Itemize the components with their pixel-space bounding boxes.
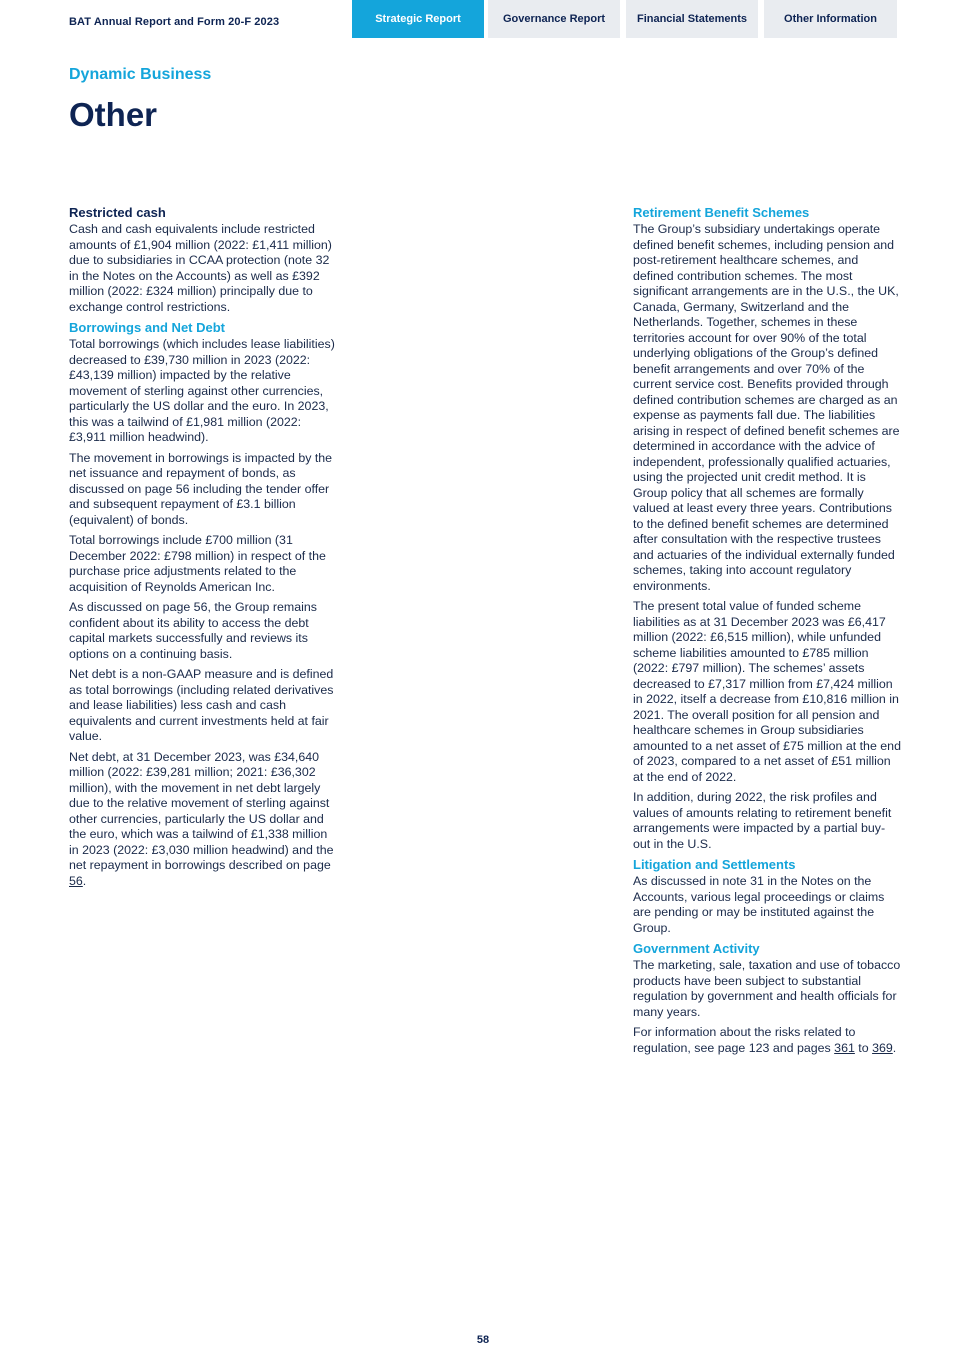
borrowings-text-1: Total borrowings (which includes lease liabilities) decreased to £39,730 million in 2023 (2022: £43,139 million) impacted by the relative movement of sterling against other currencies, particularly the US dollar and the euro. In 2023, this was a tailwind of £1,981 million (2022: £3,911 million headwind). <box>69 337 335 444</box>
left-column <box>69 205 335 894</box>
government-text-2-body: For information about the risks related to regulation, see page 123 and pages <box>633 1025 856 1055</box>
page-link-361[interactable]: 361 <box>834 1040 855 1055</box>
page-number: 58 <box>476 1334 490 1346</box>
section-label: Dynamic Business <box>69 66 212 83</box>
page-link-369[interactable]: 369 <box>872 1040 893 1055</box>
government-text-2-mid: to <box>854 1040 873 1055</box>
litigation-heading: Litigation and Settlements <box>633 857 796 872</box>
government-text-2-end: . <box>892 1040 897 1055</box>
report-title: BAT Annual Report and Form 20-F 2023 <box>69 16 280 28</box>
right-column <box>633 205 901 1061</box>
tab-financial-statements[interactable]: Financial Statements <box>626 0 758 38</box>
government-heading: Government Activity <box>633 941 760 956</box>
page-title: Other <box>69 96 158 133</box>
retirement-heading: Retirement Benefit Schemes <box>633 205 810 220</box>
borrowings-text-3: Total borrowings include £700 million (31 December 2022: £798 million) in respect of the purchase price adjustments related to the acquisition of Reynolds American Inc. <box>69 533 326 594</box>
page-link-56[interactable]: 56 <box>69 873 83 888</box>
tab-strategic-report[interactable]: Strategic Report <box>352 0 484 38</box>
tab-governance-report[interactable]: Governance Report <box>488 0 620 38</box>
net-debt-text-end: . <box>82 873 87 888</box>
section-nav <box>352 0 897 38</box>
tab-other-information[interactable]: Other Information <box>764 0 897 38</box>
net-debt-definition: Net debt is a non-GAAP measure and is defined as total borrowings (including related derivatives and lease liabilities) less cash and cash equivalents and current investments held at fair value. <box>69 667 334 743</box>
retirement-text-1: The Group’s subsidiary undertakings operate defined benefit schemes, including pension and post-retirement healthcare schemes, and defined contribution schemes. The most significant arrangements are in the U.S., the UK, Canada, Germany, Switzerland and the Netherlands. Together, schemes in these territories account for over 90% of the total underlying obligations of the Group’s defined benefit arrangements and over 70% of the current service cost. Benefits provided through defined contribution schemes are charged as an expense as payments fall due. The liabilities arising in respect of defined benefit schemes are determined in accordance with the advice of independent, professionally qualified actuaries, using the projected unit credit method. It is Group policy that all schemes are formally valued at least every three years. Contributions to the defined benefit schemes are determined after consultation with the respective trustees and actuaries of the individual externally funded schemes, taking into account regulatory environments. <box>633 222 900 593</box>
litigation-text: As discussed in note 31 in the Notes on the Accounts, various legal proceedings or claims are pending or may be instituted against the Group. <box>633 874 885 935</box>
restricted-cash-heading: Restricted cash <box>69 205 166 220</box>
net-debt-text-body: Net debt, at 31 December 2023, was £34,640 million (2022: £39,281 million; 2021: £36,302 million), with the movement in net debt largely due to the relative movement of sterling against other currencies, particularly the US dollar and the euro, which was a tailwind of £1,338 million in 2023 (2022: £3,030 million headwind) and the net repayment in borrowings described on page <box>69 749 334 872</box>
borrowings-heading: Borrowings and Net Debt <box>69 320 226 335</box>
restricted-cash-text: Cash and cash equivalents include restricted amounts of £1,904 million (2022: £1,411 million) due to subsidiaries in CCAA protection (note 32 in the Notes on the Accounts) as well as £392 million (2022: £324 million) principally due to exchange control restrictions. <box>69 222 332 314</box>
retirement-text-3: In addition, during 2022, the risk profiles and values of amounts relating to retirement benefit arrangements were impacted by a partial buy-out in the U.S. <box>633 790 892 851</box>
borrowings-text-2: The movement in borrowings is impacted by the net issuance and repayment of bonds, as discussed on page 56 including the tender offer and subsequent repayment of £3.1 billion (equivalent) of bonds. <box>69 450 333 527</box>
retirement-text-2: The present total value of funded scheme liabilities as at 31 December 2023 was £6,417 million (2022: £6,515 million), while unfunded scheme liabilities amounted to £785 million (2022: £797 million). The schemes’ assets decreased to £7,317 million from £7,424 million in 2022, itself a decrease from £10,816 million in 2021. The overall position for all pension and healthcare schemes in Group subsidiaries amounted to a net asset of £75 million at the end of 2023, compared to a net asset of £51 million at the end of 2022. <box>633 599 901 784</box>
government-text-2 <box>633 1025 901 1056</box>
government-text-1: The marketing, sale, taxation and use of tobacco products have been subject to substantial regulation by government and health officials for many years. <box>633 958 901 1019</box>
net-debt-text <box>69 750 335 890</box>
borrowings-text-4: As discussed on page 56, the Group remains confident about its ability to access the debt capital markets successfully and reviews its options on a continuing basis. <box>69 600 317 661</box>
